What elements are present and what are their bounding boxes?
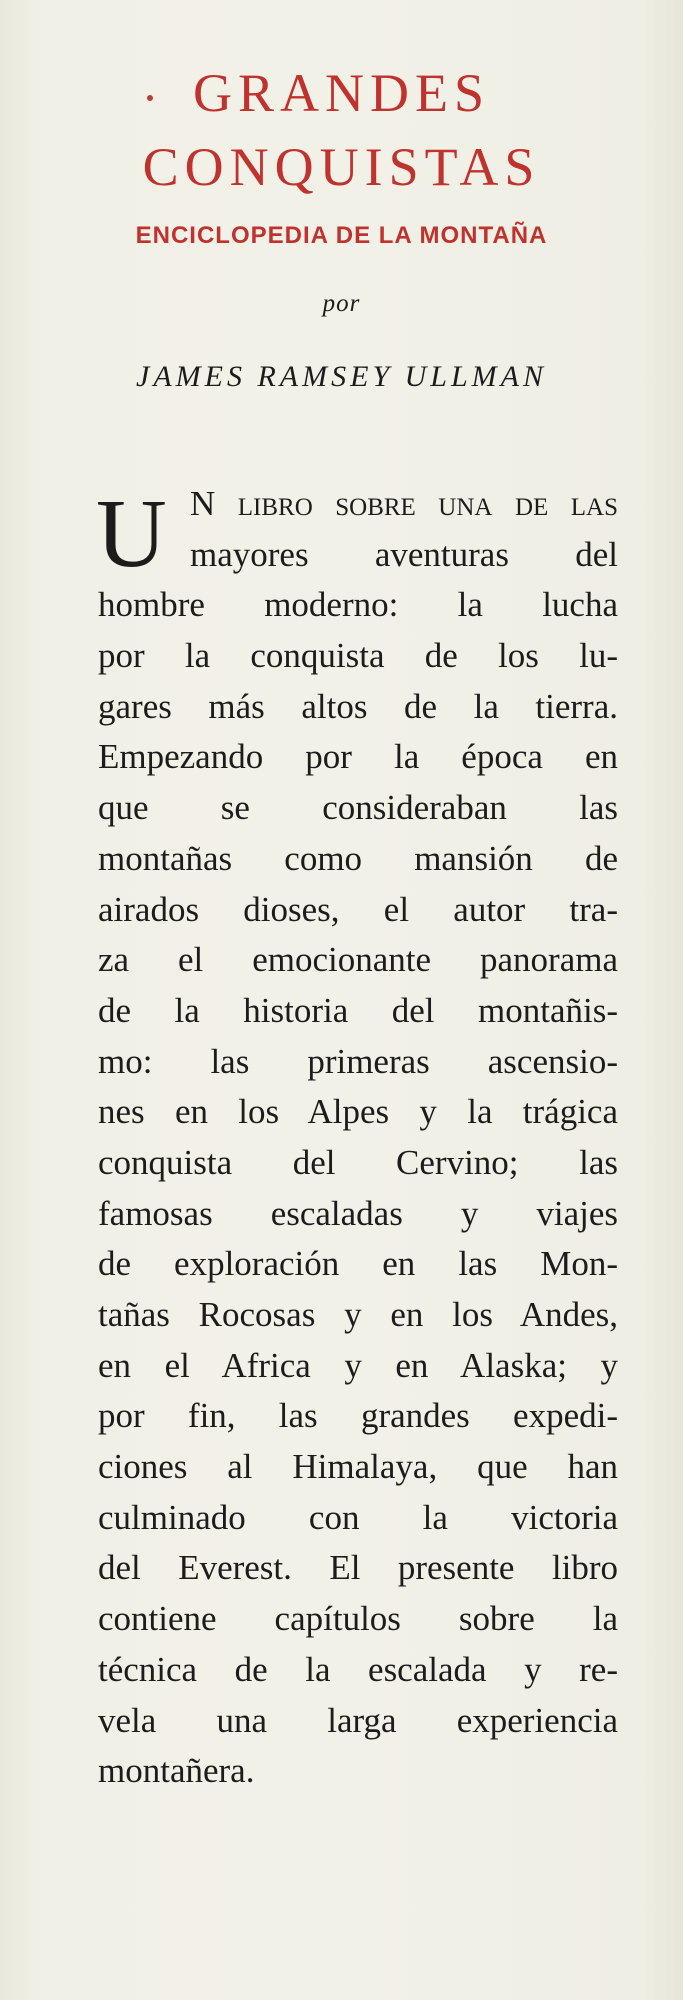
- text-line: por la conquista de los lu-: [98, 636, 618, 676]
- text-line: que se consideraban las: [98, 788, 618, 828]
- text-line: vela una larga experiencia: [98, 1700, 618, 1740]
- text-line: nes en los Alpes y la trágica: [98, 1092, 618, 1132]
- text-line: famosas escaladas y viajes: [98, 1193, 618, 1233]
- text-line: por fin, las grandes expedi-: [98, 1396, 618, 1436]
- text-line: airados dioses, el autor tra-: [98, 889, 618, 929]
- text-line: conquista del Cervino; las: [98, 1142, 618, 1182]
- title-line-1: GRANDES: [192, 63, 491, 123]
- text-line: hombre moderno: la lucha: [98, 585, 618, 625]
- text-line: mo: las primeras ascensio-: [98, 1041, 618, 1081]
- author-name: JAMES RAMSEY ULLMAN: [136, 360, 547, 393]
- text-line: gares más altos de la tierra.: [98, 686, 618, 726]
- text-line: Empezando por la época en: [98, 737, 618, 777]
- text-line: mayores aventuras del: [190, 534, 618, 574]
- text-line: en el Africa y en Alaska; y: [98, 1345, 618, 1385]
- description-text: [98, 479, 618, 1797]
- text-line: de exploración en las Mon-: [98, 1244, 618, 1284]
- text-line: contiene capítulos sobre la: [98, 1599, 618, 1639]
- by-label: por: [322, 290, 361, 317]
- subtitle: ENCICLOPEDIA DE LA MONTAÑA: [135, 222, 548, 249]
- text-line: [98, 479, 618, 530]
- text-line: del Everest. El presente libro: [98, 1548, 618, 1588]
- first-line-text: N libro sobre una de las: [190, 484, 618, 523]
- text-line: culminado con la victoria: [98, 1497, 618, 1537]
- text-line: tañas Rocosas y en los Andes,: [98, 1295, 618, 1334]
- text-line: técnica de la escalada y re-: [98, 1649, 618, 1689]
- text-line: montañas como mansión de: [98, 838, 618, 878]
- title-line-2: CONQUISTAS: [142, 137, 541, 197]
- drop-cap: U: [96, 480, 167, 588]
- text-line: montañera.: [98, 1751, 255, 1791]
- text-line: za el emocionante panorama: [98, 940, 618, 980]
- text-line: de la historia del montañis-: [98, 990, 618, 1030]
- text-line: ciones al Himalaya, que han: [98, 1447, 618, 1487]
